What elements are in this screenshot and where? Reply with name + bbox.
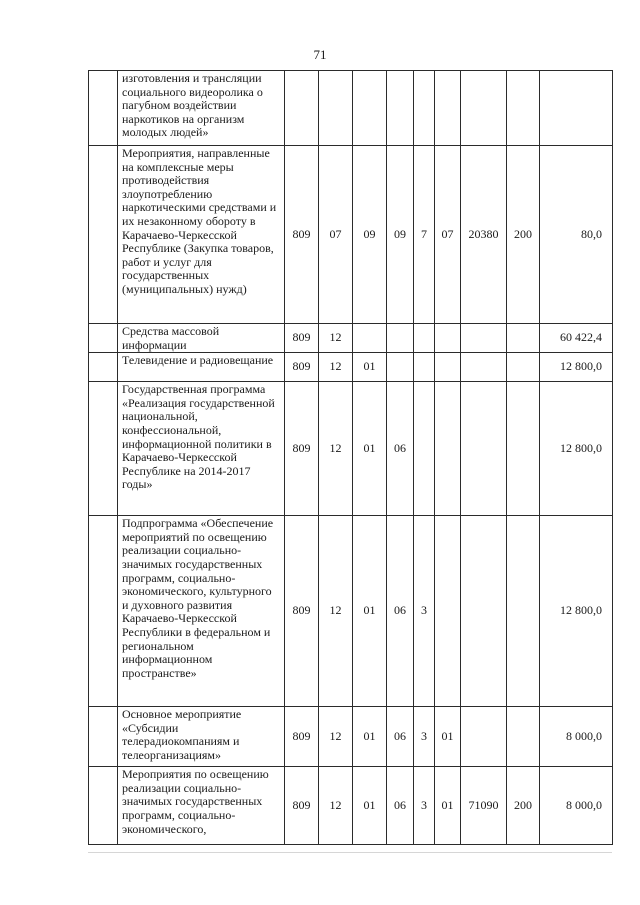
ministry-code-cell: 809: [285, 707, 319, 767]
amount-cell: 12 800,0: [540, 382, 613, 516]
activity-code-cell: [435, 516, 461, 707]
row-margin-cell: [89, 71, 118, 146]
expense-type-cell: [507, 324, 540, 353]
page-number: 71: [313, 47, 327, 62]
item-name-cell: Основное мероприятие «Субсидии телерадиокомпаниям и телеорганизациям»: [118, 707, 285, 767]
subsection-code-cell: 01: [353, 767, 387, 845]
direction-code-cell: [461, 353, 507, 382]
row-margin-cell: [89, 707, 118, 767]
direction-code-cell: [461, 707, 507, 767]
section-code-cell: 12: [319, 707, 353, 767]
subprogram-code-cell: [414, 324, 435, 353]
direction-code-cell: [461, 324, 507, 353]
subprogram-code-cell: [414, 71, 435, 146]
row-margin-cell: [89, 516, 118, 707]
expense-type-cell: 200: [507, 146, 540, 324]
subprogram-code-cell: 3: [414, 767, 435, 845]
expense-type-cell: 200: [507, 767, 540, 845]
activity-code-cell: 07: [435, 146, 461, 324]
table-row: [89, 324, 613, 353]
amount-cell: 60 422,4: [540, 324, 613, 353]
item-name-cell: Телевидение и радиовещание: [118, 353, 285, 382]
section-code-cell: 12: [319, 353, 353, 382]
ministry-code-cell: 809: [285, 767, 319, 845]
amount-cell: 80,0: [540, 146, 613, 324]
program-code-cell: [387, 71, 414, 146]
expense-type-cell: [507, 382, 540, 516]
subprogram-code-cell: 3: [414, 707, 435, 767]
table-body: [89, 71, 613, 845]
direction-code-cell: [461, 71, 507, 146]
section-code-cell: 12: [319, 516, 353, 707]
table-row: [89, 71, 613, 146]
table-row: [89, 146, 613, 324]
row-margin-cell: [89, 324, 118, 353]
ministry-code-cell: 809: [285, 353, 319, 382]
activity-code-cell: [435, 71, 461, 146]
row-margin-cell: [89, 382, 118, 516]
subsection-code-cell: 01: [353, 353, 387, 382]
table-row: [89, 707, 613, 767]
ministry-code-cell: [285, 71, 319, 146]
table-row: [89, 767, 613, 845]
subsection-code-cell: [353, 324, 387, 353]
expense-type-cell: [507, 516, 540, 707]
item-name-cell: Мероприятия, направленные на комплексные меры противодействия злоупотреблению наркотическими средствами и их незаконному обороту в Карачаево-Черкесской Республике (Закупка товаров, работ и услуг для государственных (муниципальных) нужд): [118, 146, 285, 324]
budget-table: [88, 70, 613, 845]
amount-cell: 8 000,0: [540, 707, 613, 767]
amount-cell: [540, 71, 613, 146]
ministry-code-cell: 809: [285, 324, 319, 353]
ministry-code-cell: 809: [285, 146, 319, 324]
ministry-code-cell: 809: [285, 516, 319, 707]
scan-artifact-line: [88, 852, 612, 853]
direction-code-cell: 20380: [461, 146, 507, 324]
amount-cell: 8 000,0: [540, 767, 613, 845]
amount-cell: 12 800,0: [540, 353, 613, 382]
expense-type-cell: [507, 71, 540, 146]
subsection-code-cell: 01: [353, 516, 387, 707]
row-margin-cell: [89, 353, 118, 382]
subsection-code-cell: 01: [353, 382, 387, 516]
program-code-cell: 09: [387, 146, 414, 324]
expense-type-cell: [507, 707, 540, 767]
table-row: [89, 353, 613, 382]
section-code-cell: 12: [319, 767, 353, 845]
subsection-code-cell: [353, 71, 387, 146]
item-name-cell: Средства массовой информации: [118, 324, 285, 353]
program-code-cell: [387, 324, 414, 353]
activity-code-cell: 01: [435, 767, 461, 845]
program-code-cell: 06: [387, 707, 414, 767]
direction-code-cell: [461, 516, 507, 707]
program-code-cell: 06: [387, 516, 414, 707]
program-code-cell: 06: [387, 382, 414, 516]
subprogram-code-cell: [414, 353, 435, 382]
activity-code-cell: [435, 353, 461, 382]
direction-code-cell: 71090: [461, 767, 507, 845]
section-code-cell: 12: [319, 324, 353, 353]
subsection-code-cell: 01: [353, 707, 387, 767]
row-margin-cell: [89, 767, 118, 845]
program-code-cell: 06: [387, 767, 414, 845]
section-code-cell: 12: [319, 382, 353, 516]
subsection-code-cell: 09: [353, 146, 387, 324]
amount-cell: 12 800,0: [540, 516, 613, 707]
direction-code-cell: [461, 382, 507, 516]
subprogram-code-cell: [414, 382, 435, 516]
row-margin-cell: [89, 146, 118, 324]
expense-type-cell: [507, 353, 540, 382]
subprogram-code-cell: 7: [414, 146, 435, 324]
activity-code-cell: 01: [435, 707, 461, 767]
item-name-cell: изготовления и трансляции социального видеоролика о пагубном воздействии наркотиков на организм молодых людей»: [118, 71, 285, 146]
program-code-cell: [387, 353, 414, 382]
item-name-cell: Мероприятия по освещению реализации социально-значимых государственных программ, социально-экономического,: [118, 767, 285, 845]
table-row: [89, 516, 613, 707]
section-code-cell: 07: [319, 146, 353, 324]
section-code-cell: [319, 71, 353, 146]
table-row: [89, 382, 613, 516]
item-name-cell: Государственная программа «Реализация государственной национальной, конфессиональной, информационной политики в Карачаево-Черкесской Республике на 2014-2017 годы»: [118, 382, 285, 516]
ministry-code-cell: 809: [285, 382, 319, 516]
activity-code-cell: [435, 382, 461, 516]
activity-code-cell: [435, 324, 461, 353]
item-name-cell: Подпрограмма «Обеспечение мероприятий по освещению реализации социально-значимых государственных программ, социально-экономического, культурного и духовного развития Карачаево-Черкесской Республики в федеральном и региональном информационном пространстве»: [118, 516, 285, 707]
subprogram-code-cell: 3: [414, 516, 435, 707]
